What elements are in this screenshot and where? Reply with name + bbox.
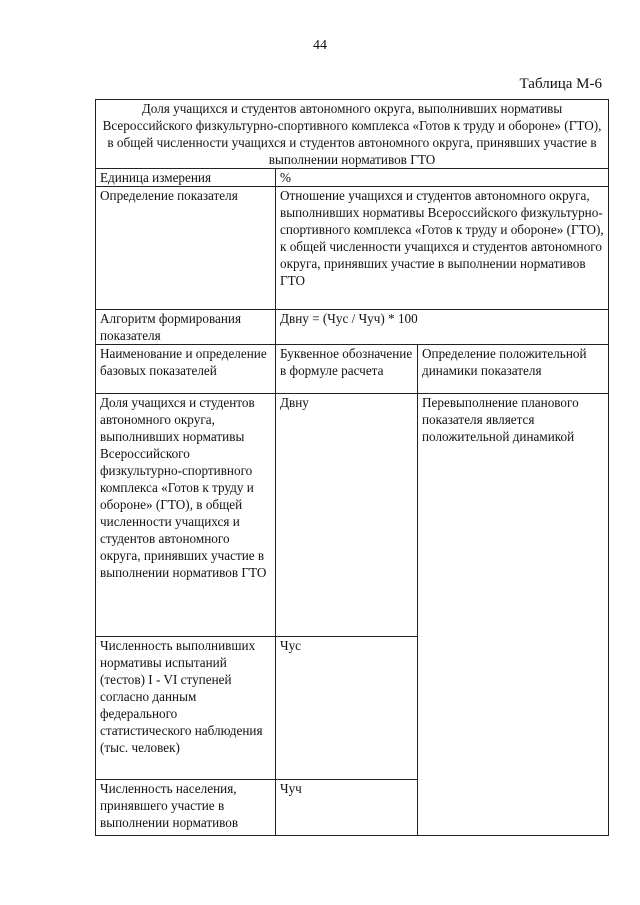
base-dynamics-header: Определение положительной динамики показателя: [418, 345, 609, 394]
row-symbol: Чуч: [276, 780, 418, 836]
table-row: [96, 394, 609, 637]
definition-label: Определение показателя: [96, 187, 276, 310]
row-symbol: Двну: [276, 394, 418, 637]
table-caption: Доля учащихся и студентов автономного округа, выполнивших нормативы Всероссийского физкультурно-спортивного комплекса «Готов к труду и обороне» (ГТО), в общей численности учащихся и студентов автономного округа, принявших участие в выполнении нормативов ГТО: [96, 100, 609, 169]
row-name: Численность выполнивших нормативы испытаний (тестов) I - VI ступеней согласно данным федерального статистического наблюдения (тыс. человек): [96, 637, 276, 780]
base-name-header: Наименование и определение базовых показателей: [96, 345, 276, 394]
algorithm-label: Алгоритм формирования показателя: [96, 310, 276, 345]
unit-label: Единица измерения: [96, 169, 276, 187]
row-symbol: Чус: [276, 637, 418, 780]
base-symbol-header: Буквенное обозначение в формуле расчета: [276, 345, 418, 394]
caption-row: [96, 100, 609, 169]
algorithm-formula: Двну = (Чус / Чуч) * 100: [276, 310, 609, 345]
indicator-table: [95, 99, 609, 836]
page-number: 44: [313, 38, 327, 53]
table-label: Таблица М-6: [519, 76, 602, 92]
definition-value: Отношение учащихся и студентов автономного округа, выполнивших нормативы Всероссийского физкультурно-спортивного комплекса «Готов к труду и обороне» (ГТО), к общей численности учащихся и студентов автономного округа, принявших участие в выполнении нормативов ГТО: [276, 187, 609, 310]
unit-row: [96, 169, 609, 187]
row-dynamics: Перевыполнение планового показателя является положительной динамикой: [418, 394, 609, 836]
definition-row: [96, 187, 609, 310]
row-name: Численность населения, принявшего участие в выполнении нормативов: [96, 780, 276, 836]
base-header-row: [96, 345, 609, 394]
algorithm-row: [96, 310, 609, 345]
unit-value: %: [276, 169, 609, 187]
row-name: Доля учащихся и студентов автономного округа, выполнивших нормативы Всероссийского физкультурно-спортивного комплекса «Готов к труду и обороне» (ГТО), в общей численности учащихся и студентов автономного округа, принявших участие в выполнении нормативов ГТО: [96, 394, 276, 637]
